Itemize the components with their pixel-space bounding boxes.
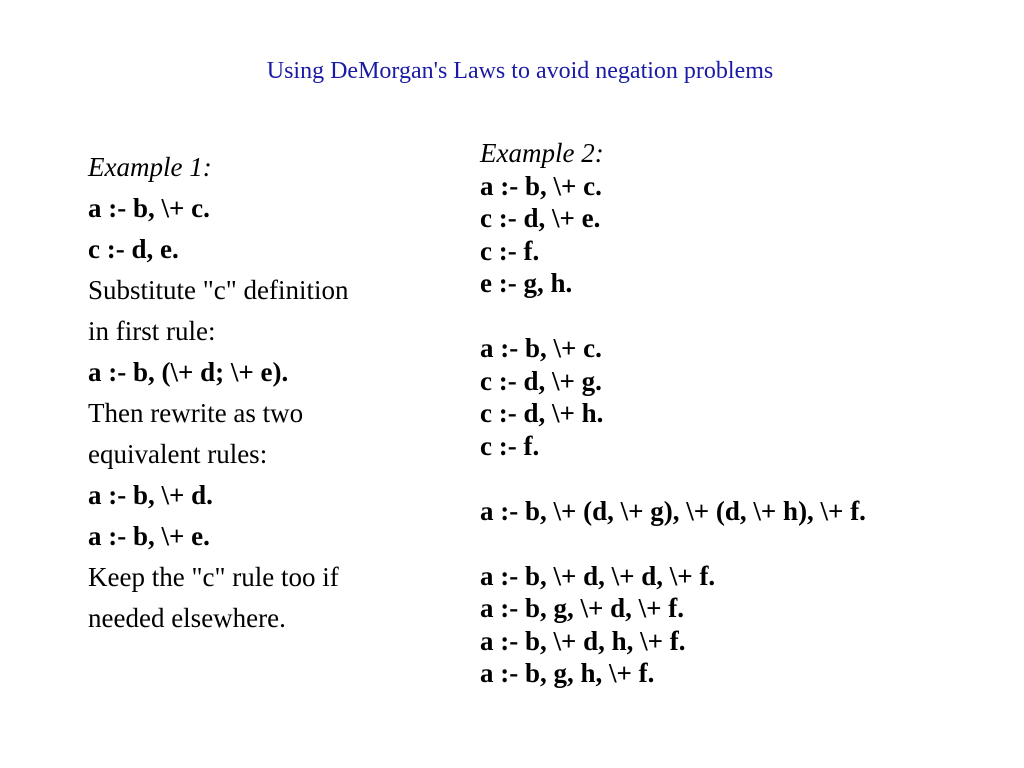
slide-title: Using DeMorgan's Laws to avoid negation problems xyxy=(266,58,774,84)
example-1-line: c :- d, e. xyxy=(88,234,179,264)
example-2-line: c :- f. xyxy=(480,430,540,461)
example-2-line: a :- b, g, h, \+ f. xyxy=(480,658,655,688)
example-1-line: Then rewrite as two xyxy=(88,398,304,428)
example-2-line: a :- b, \+ c. xyxy=(480,333,602,363)
example-2-line: c :- f. xyxy=(480,235,540,266)
example-2-line: a :- b, \+ d, h, \+ f. xyxy=(480,625,686,656)
example-1-line: a :- b, \+ d. xyxy=(88,480,213,510)
example-1-line: in first rule: xyxy=(88,316,216,346)
example-2-line: a :- b, \+ d, \+ d, \+ f. xyxy=(480,560,716,591)
example-1-line: equivalent rules: xyxy=(88,439,268,469)
spacer xyxy=(480,527,1010,560)
example-2-line: a :- b, g, \+ d, \+ f. xyxy=(480,593,685,623)
example-1-line: Keep the "c" rule too if xyxy=(88,562,339,592)
example-2-heading: Example 2: xyxy=(480,138,604,168)
example-2-line: e :- g, h. xyxy=(480,268,573,298)
example-2-line: a :- b, \+ c. xyxy=(480,170,602,201)
example-1-column xyxy=(88,147,438,639)
example-1-line: needed elsewhere. xyxy=(88,603,286,633)
example-2-line: c :- d, \+ g. xyxy=(480,365,602,396)
spacer xyxy=(480,300,1010,333)
example-1-heading: Example 1: xyxy=(88,152,212,182)
example-1-line: a :- b, \+ c. xyxy=(88,193,210,223)
example-1-line: a :- b, \+ e. xyxy=(88,521,210,551)
spacer xyxy=(480,462,1010,495)
example-1-line: Substitute "c" definition xyxy=(88,275,349,305)
example-2-column xyxy=(480,137,1010,690)
example-2-line: c :- d, \+ h. xyxy=(480,398,604,428)
example-2-line: c :- d, \+ e. xyxy=(480,203,601,233)
example-2-line: a :- b, \+ (d, \+ g), \+ (d, \+ h), \+ f. xyxy=(480,495,866,526)
example-1-line: a :- b, (\+ d; \+ e). xyxy=(88,357,289,387)
